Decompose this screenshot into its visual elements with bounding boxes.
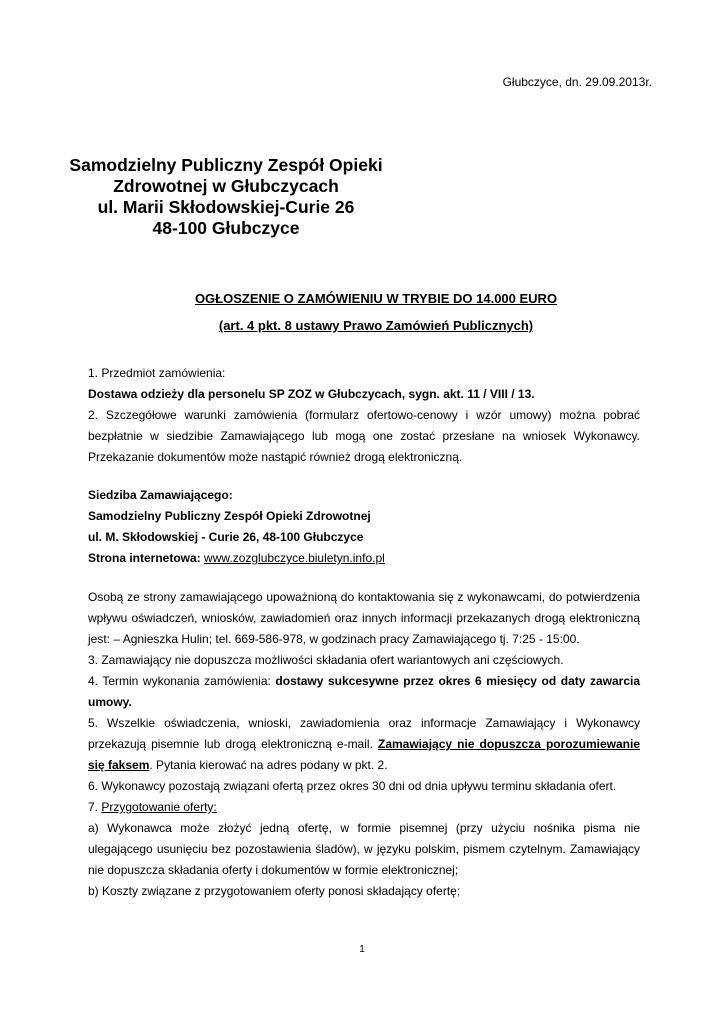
document-body [88, 363, 640, 902]
website-link[interactable]: www.zozglubczyce.biuletyn.info.pl [204, 551, 385, 565]
website-label: Strona internetowa: [88, 551, 201, 565]
offer-preparation-label: Przygotowanie oferty: [101, 800, 217, 814]
document-date: Głubczyce, dn. 29.09.2013r. [502, 75, 652, 89]
seat-website [88, 548, 640, 569]
section-7: 7. Przygotowanie oferty: [88, 800, 217, 814]
order-subject-text: Dostawa odzieży dla personelu SP ZOZ w Głubczycach, sygn. akt. 11 / VIII / 13. [88, 387, 535, 401]
section-1-label: 1. Przedmiot zamówienia: [88, 366, 226, 380]
section-7b: b) Koszty związane z przygotowaniem oferty ponosi składający ofertę; [88, 884, 461, 898]
seat-heading: Siedziba Zamawiającego: [88, 488, 233, 502]
address-line: ul. Marii Skłodowskiej-Curie 26 [97, 197, 355, 217]
address-line: Samodzielny Publiczny Zespół Opieki [69, 155, 383, 175]
page-number: 1 [359, 944, 365, 955]
section-6: 6. Wykonawcy pozostają związani ofertą przez okres 30 dni od dnia upływu terminu składania ofert. [88, 779, 617, 793]
notice-subtitle: (art. 4 pkt. 8 ustawy Prawo Zamówień Publicznych) [218, 318, 534, 333]
address-line: Zdrowotnej w Głubczycach [113, 176, 339, 196]
no-fax-notice: Zamawiający nie dopuszcza porozumiewanie się faksem [88, 737, 640, 772]
section-2: 2. Szczegółowe warunki zamówienia (formularz ofertowo-cenowy i wzór umowy) można pobrać bezpłatnie w siedzibie Zamawiającego lub mogą one zostać przesłane na wniosek Wykonawcy. Przekazanie dokumentów może nastąpić również drogą elektroniczną. [88, 408, 640, 464]
section-3: 3. Zamawiający nie dopuszcza możliwości składania ofert wariantowych ani częściowych. [88, 653, 564, 667]
section-4: 4. Termin wykonania zamówienia: dostawy sukcesywne przez okres 6 miesięcy od daty zawarcia umowy. [88, 674, 640, 709]
seat-street: ul. M. Skłodowskiej - Curie 26, 48-100 Głubczyce [88, 530, 364, 544]
section-7a: a) Wykonawca może złożyć jedną ofertę, w formie pisemnej (przy użyciu nośnika pisma nie ulegającego usunięciu bez pozostawienia śladów), w języku polskim, pismem czytelnym. Zamawiający nie dopuszcza składania oferty i dokumentów w formie elektronicznej; [88, 821, 640, 877]
delivery-term: dostawy sukcesywne przez okres 6 miesięcy od daty zawarcia umowy. [88, 674, 640, 709]
section-5: 5. Wszelkie oświadczenia, wnioski, zawiadomienia oraz informacje Zamawiający i Wykonawcy przekazują pisemnie lub drogą elektroniczną e-mail. Zamawiający nie dopuszcza porozumiewanie się faksem. Pytania kierować na adres podany w pkt. 2. [88, 716, 640, 772]
address-line: 48-100 Głubczyce [152, 218, 300, 238]
seat-name: Samodzielny Publiczny Zespół Opieki Zdrowotnej [88, 509, 371, 523]
notice-title: OGŁOSZENIE O ZAMÓWIENIU W TRYBIE DO 14.000 EURO [194, 291, 558, 306]
contracting-authority-address [0, 155, 452, 239]
order-subject [88, 384, 640, 405]
contact-person: Osobą ze strony zamawiającego upoważnioną do kontaktowania się z wykonawcami, do potwierdzenia wpływu oświadczeń, wniosków, zawiadomień oraz innych informacji przekazanych drogą elektroniczną jest: – Agnieszka Hulin; tel. 669-586-978, w godzinach pracy Zamawiającego tj. 7:25 - 15:00. [88, 590, 640, 646]
